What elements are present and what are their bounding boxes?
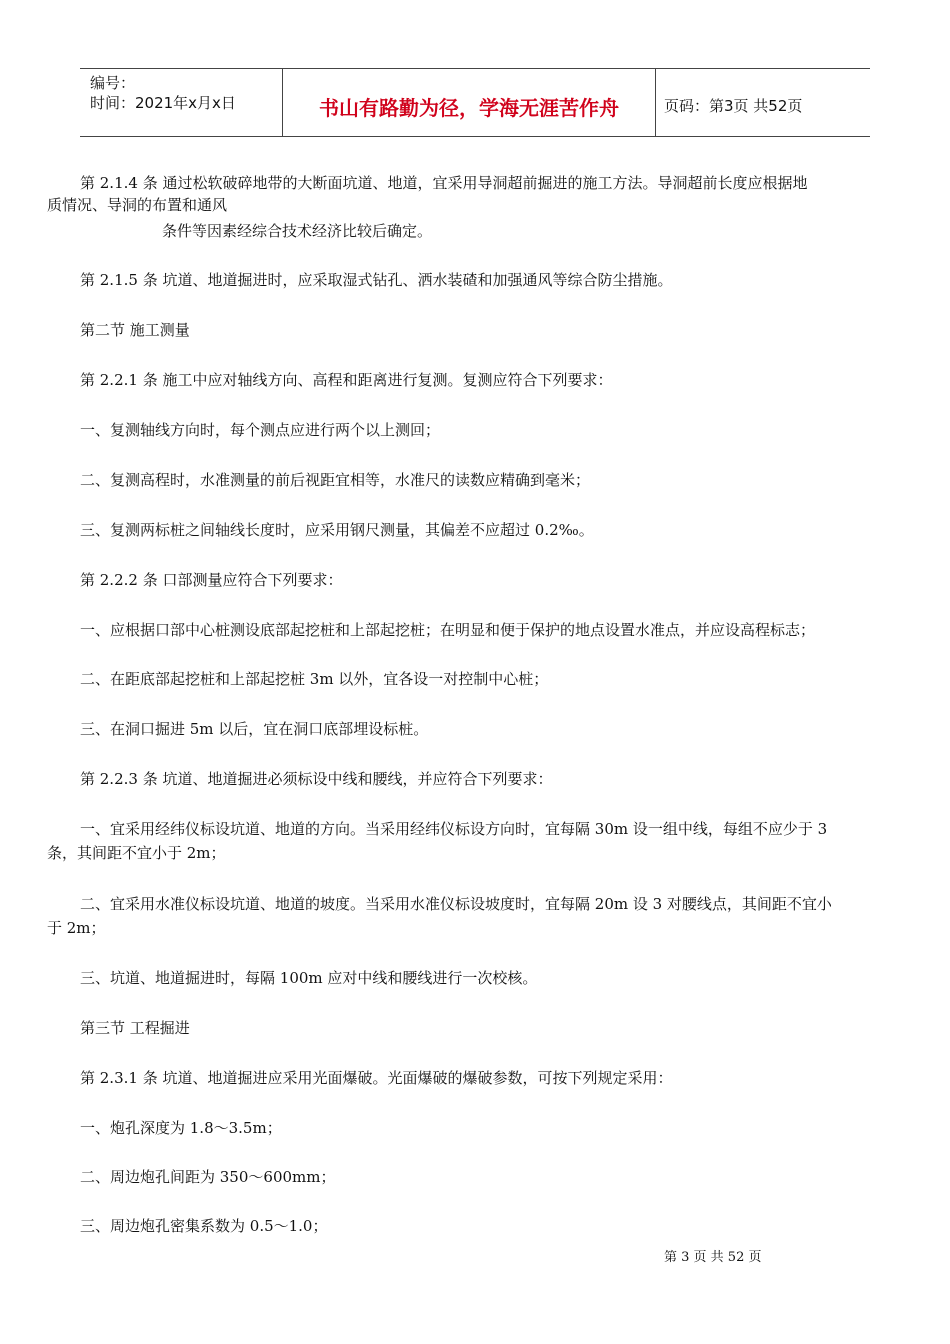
section-heading-3: 第三节 工程掘进	[80, 1019, 190, 1037]
list-item-2-3-1-2: 二、周边炮孔间距为 350～600mm；	[80, 1168, 336, 1186]
list-item-2-2-3-1-line1: 一、宜采用经纬仪标设坑道、地道的方向。当采用经纬仪标设方向时，宜每隔 30m 设一组中线，每组不应少于 3	[80, 820, 828, 838]
list-item-2-2-2-2: 二、在距底部起挖桩和上部起挖桩 3m 以外，宜各设一对控制中心桩；	[80, 670, 549, 688]
paragraph-2-2-3: 第 2.2.3 条 坑道、地道掘进必须标设中线和腰线，并应符合下列要求：	[80, 770, 553, 788]
header-bottom-rule	[80, 136, 870, 137]
paragraph-2-2-1: 第 2.2.1 条 施工中应对轴线方向、高程和距离进行复测。复测应符合下列要求：	[80, 371, 613, 389]
header-divider-left	[282, 68, 283, 136]
list-item-2-2-3-2-line1: 二、宜采用水准仪标设坑道、地道的坡度。当采用水准仪标设坡度时，宜每隔 20m 设 3 对腰线点，其间距不宜小	[80, 895, 832, 913]
list-item-2-2-2-3: 三、在洞口掘进 5m 以后，宜在洞口底部埋设标桩。	[80, 720, 429, 738]
paragraph-2-1-5: 第 2.1.5 条 坑道、地道掘进时，应采取湿式钻孔、洒水装碴和加强通风等综合防尘措施。	[80, 271, 673, 289]
paragraph-2-1-4-line3: 条件等因素经综合技术经济比较后确定。	[162, 222, 433, 240]
footer-page-number: 第 3 页 共 52 页	[664, 1250, 762, 1265]
paragraph-2-1-4-line1: 第 2.1.4 条 通过松软破碎地带的大断面坑道、地道，宜采用导洞超前掘进的施工方法。导洞超前长度应根据地	[80, 174, 808, 192]
list-item-2-3-1-3: 三、周边炮孔密集系数为 0.5～1.0；	[80, 1217, 328, 1235]
paragraph-2-1-4-line2: 质情况、导洞的布置和通风	[47, 196, 228, 214]
document-time-label: 时间：2021年x月x日	[90, 94, 236, 112]
list-item-2-2-1-3: 三、复测两标桩之间轴线长度时，应采用钢尺测量，其偏差不应超过 0.2‰。	[80, 521, 594, 539]
paragraph-2-2-2: 第 2.2.2 条 口部测量应符合下列要求：	[80, 571, 343, 589]
list-item-2-2-3-2-line2: 于 2m；	[47, 919, 106, 937]
list-item-2-2-1-1: 一、复测轴线方向时，每个测点应进行两个以上测回；	[80, 421, 441, 439]
list-item-2-2-3-1-line2: 条，其间距不宜小于 2m；	[47, 844, 226, 862]
document-number-label: 编号：	[90, 74, 136, 92]
header-divider-right	[655, 68, 656, 136]
section-heading-2: 第二节 施工测量	[80, 321, 190, 339]
header-top-rule	[80, 68, 870, 69]
list-item-2-2-2-1: 一、应根据口部中心桩测设底部起挖桩和上部起挖桩；在明显和便于保护的地点设置水准点，并应设高程标志；	[80, 621, 816, 639]
header-page-info: 页码：第3页 共52页	[664, 97, 803, 115]
paragraph-2-3-1: 第 2.3.1 条 坑道、地道掘进应采用光面爆破。光面爆破的爆破参数，可按下列规定采用：	[80, 1069, 673, 1087]
header-motto: 书山有路勤为径，学海无涯苦作舟	[319, 96, 619, 120]
list-item-2-3-1-1: 一、炮孔深度为 1.8～3.5m；	[80, 1119, 282, 1137]
list-item-2-2-1-2: 二、复测高程时，水准测量的前后视距宜相等，水准尺的读数应精确到毫米；	[80, 471, 591, 489]
list-item-2-2-3-3: 三、坑道、地道掘进时，每隔 100m 应对中线和腰线进行一次校核。	[80, 969, 538, 987]
